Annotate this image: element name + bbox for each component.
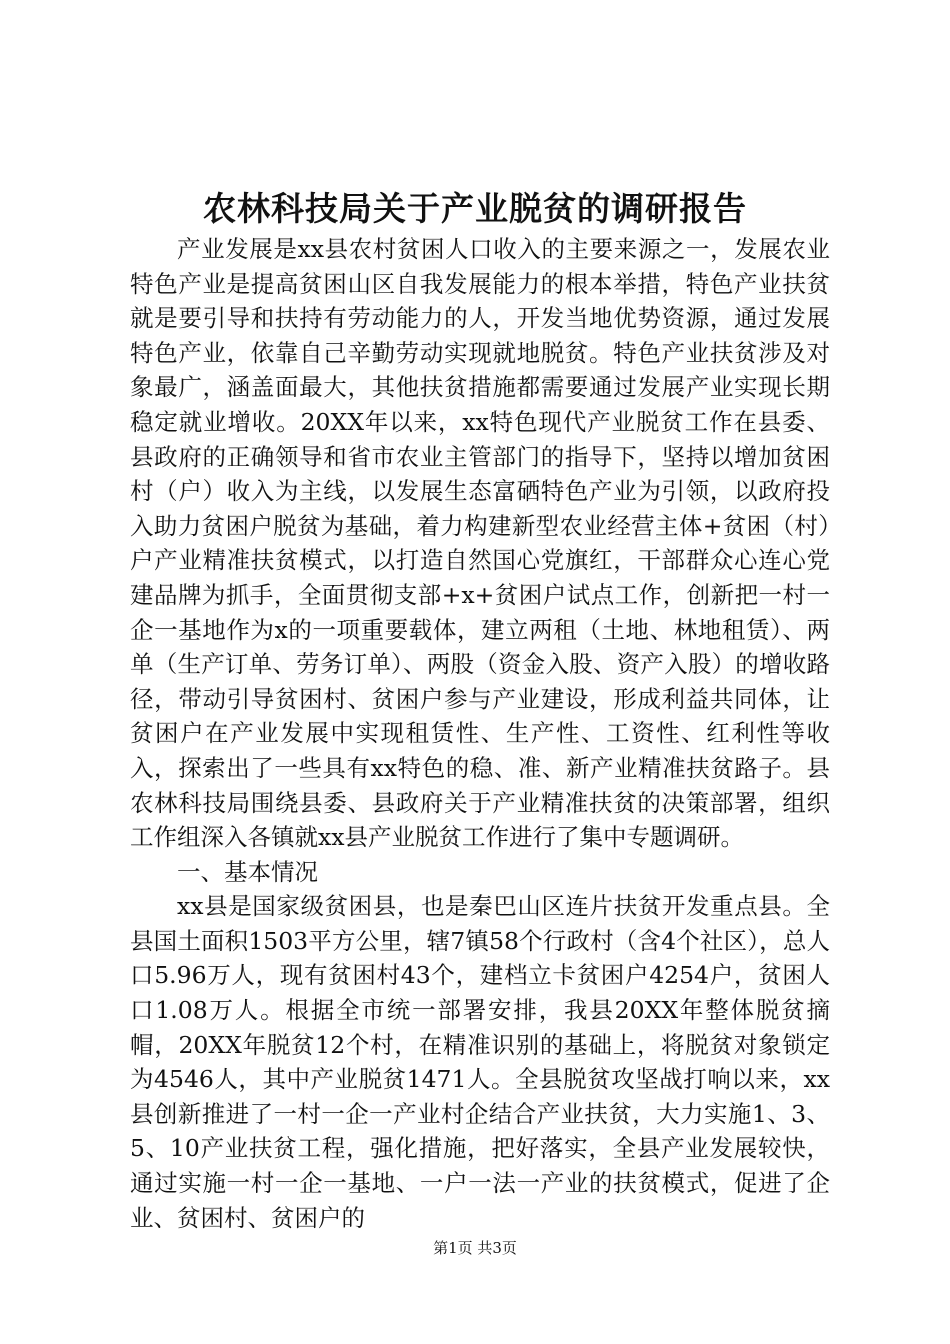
page-number-footer: 第1页 共3页 — [433, 1239, 517, 1257]
document-body — [130, 232, 830, 1235]
paragraph-intro: 产业发展是xx县农村贫困人口收入的主要来源之一，发展农业特色产业是提高贫困山区自我发展能力的根本举措，特色产业扶贫就是要引导和扶持有劳动能力的人，开发当地优势资源，通过发展特色产业，依靠自己辛勤劳动实现就地脱贫。特色产业扶贫涉及对象最广，涵盖面最大，其他扶贫措施都需要通过发展产业实现长期稳定就业增收。20XX年以来，xx特色现代产业脱贫工作在县委、县政府的正确领导和省市农业主管部门的指导下，坚持以增加贫困村（户）收入为主线，以发展生态富硒特色产业为引领，以政府投入助力贫困户脱贫为基础，着力构建新型农业经营主体+贫困（村）户产业精准扶贫模式，以打造自然国心党旗红，干部群众心连心党建品牌为抓手，全面贯彻支部+x+贫困户试点工作，创新把一村一企一基地作为x的一项重要载体，建立两租（土地、林地租赁）、两单（生产订单、劳务订单）、两股（资金入股、资产入股）的增收路径，带动引导贫困村、贫困户参与产业建设，形成利益共同体，让贫困户在产业发展中实现租赁性、生产性、工资性、红利性等收入，探索出了一些具有xx特色的稳、准、新产业精准扶贫路子。县农林科技局围绕县委、县政府关于产业精准扶贫的决策部署，组织工作组深入各镇就xx县产业脱贫工作进行了集中专题调研。 — [130, 235, 830, 852]
paragraph-basic-situation: xx县是国家级贫困县，也是秦巴山区连片扶贫开发重点县。全县国土面积1503平方公里，辖7镇58个行政村（含4个社区），总人口5.96万人，现有贫困村43个，建档立卡贫困户4254户，贫困人口1.08万人。根据全市统一部署安排，我县20XX年整体脱贫摘帽，20XX年脱贫12个村，在精准识别的基础上，将脱贫对象锁定为4546人，其中产业脱贫1471人。全县脱贫攻坚战打响以来，xx县创新推进了一村一企一产业村企结合产业扶贫，大力实施1、3、5、10产业扶贫工程，强化措施，把好落实，全县产业发展较快，通过实施一村一企一基地、一户一法一产业的扶贫模式，促进了企业、贫困村、贫困户的 — [130, 892, 830, 1232]
document-title: 农林科技局关于产业脱贫的调研报告 — [203, 189, 747, 228]
section-heading-basic-situation: 一、基本情况 — [177, 857, 318, 886]
